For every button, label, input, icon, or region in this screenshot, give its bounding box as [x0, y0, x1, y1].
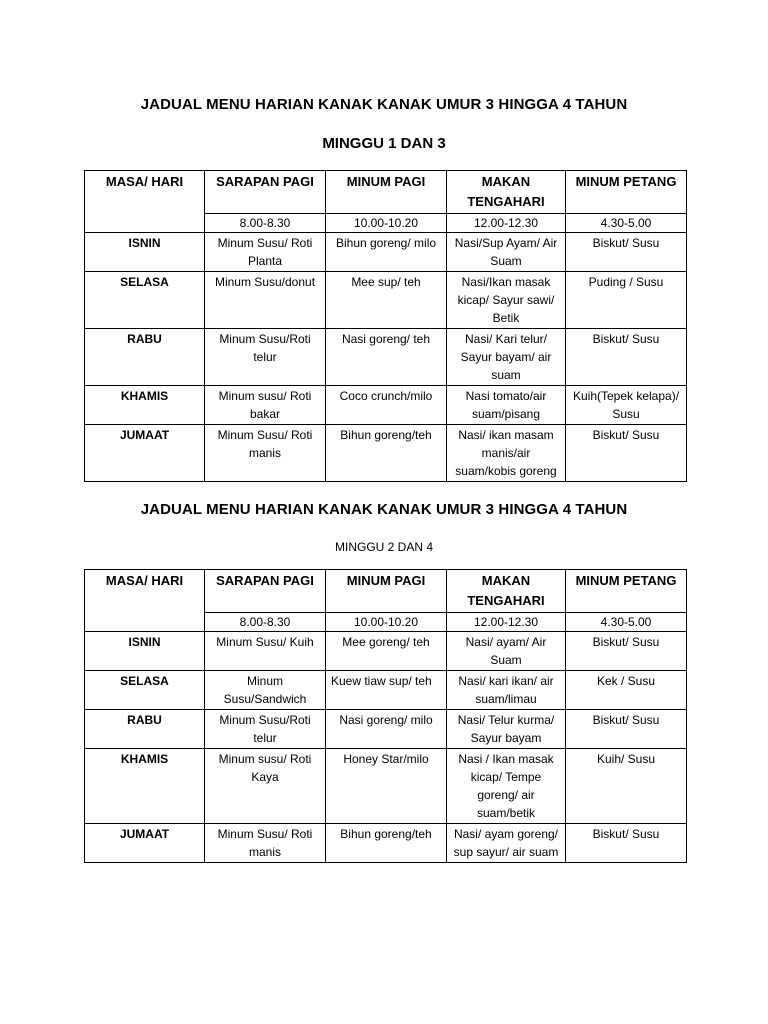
table-cell: Biskut/ Susu — [566, 632, 687, 671]
menu-subtitle-week-1-3: MINGGU 1 DAN 3 — [322, 135, 446, 152]
column-header-masa-hari: MASA/ HARI — [85, 171, 205, 233]
column-header-makan-tengahari: MAKAN TENGAHARI — [447, 171, 566, 214]
time-cell: 10.00-10.20 — [326, 613, 447, 632]
table-cell: Nasi/ ayam/ Air Suam — [447, 632, 566, 671]
time-cell: 8.00-8.30 — [205, 214, 326, 233]
column-header-minum-pagi: MINUM PAGI — [326, 570, 447, 613]
table-cell: Coco crunch/milo — [326, 386, 447, 425]
table-cell: Biskut/ Susu — [566, 425, 687, 482]
time-cell: 12.00-12.30 — [447, 214, 566, 233]
day-cell: RABU — [85, 329, 205, 386]
table-cell: Mee goreng/ teh — [326, 632, 447, 671]
table-cell: Minum Susu/donut — [205, 272, 326, 329]
column-header-sarapan-pagi: SARAPAN PAGI — [205, 570, 326, 613]
table-cell: Kuew tiaw sup/ teh — [326, 671, 447, 710]
table-cell: Nasi tomato/air suam/pisang — [447, 386, 566, 425]
day-cell: RABU — [85, 710, 205, 749]
table-row — [85, 824, 687, 863]
table-row — [85, 233, 687, 272]
table-cell: Kuih/ Susu — [566, 749, 687, 824]
menu-table-week-2-4 — [84, 569, 687, 863]
table-cell: Puding / Susu — [566, 272, 687, 329]
day-cell: KHAMIS — [85, 386, 205, 425]
day-cell: KHAMIS — [85, 749, 205, 824]
table-cell: Nasi/Sup Ayam/ Air Suam — [447, 233, 566, 272]
table-cell: Biskut/ Susu — [566, 824, 687, 863]
table-row — [85, 272, 687, 329]
time-cell: 4.30-5.00 — [566, 613, 687, 632]
table-cell: Minum Susu/ Roti manis — [205, 824, 326, 863]
table-row — [85, 425, 687, 482]
table-cell: Honey Star/milo — [326, 749, 447, 824]
table-cell: Bihun goreng/teh — [326, 425, 447, 482]
table-cell: Bihun goreng/ milo — [326, 233, 447, 272]
table-cell: Biskut/ Susu — [566, 710, 687, 749]
menu-subtitle-week-2-4: MINGGU 2 DAN 4 — [334, 540, 433, 554]
table-row — [85, 710, 687, 749]
menu-table-week-1-3 — [84, 170, 687, 482]
column-header-minum-pagi: MINUM PAGI — [326, 171, 447, 214]
column-header-makan-tengahari: MAKAN TENGAHARI — [447, 570, 566, 613]
table-cell: Minum Susu/Roti telur — [205, 329, 326, 386]
table-cell: Minum Susu/ Roti Planta — [205, 233, 326, 272]
table-cell: Nasi/ ikan masam manis/air suam/kobis goreng — [447, 425, 566, 482]
column-header-masa-hari: MASA/ HARI — [85, 570, 205, 632]
time-cell: 10.00-10.20 — [326, 214, 447, 233]
table-cell: Bihun goreng/teh — [326, 824, 447, 863]
column-header-minum-petang: MINUM PETANG — [566, 570, 687, 613]
day-cell: SELASA — [85, 272, 205, 329]
table-header-row — [85, 171, 687, 214]
table-cell: Minum Susu/ Roti manis — [205, 425, 326, 482]
day-cell: JUMAAT — [85, 425, 205, 482]
day-cell: ISNIN — [85, 233, 205, 272]
table-row — [85, 632, 687, 671]
table-cell: Biskut/ Susu — [566, 233, 687, 272]
table-cell: Minum Susu/Sandwich — [205, 671, 326, 710]
column-header-sarapan-pagi: SARAPAN PAGI — [205, 171, 326, 214]
column-header-minum-petang: MINUM PETANG — [566, 171, 687, 214]
table-cell: Minum Susu/Roti telur — [205, 710, 326, 749]
time-cell: 4.30-5.00 — [566, 214, 687, 233]
table-row — [85, 386, 687, 425]
time-cell: 12.00-12.30 — [447, 613, 566, 632]
time-cell: 8.00-8.30 — [205, 613, 326, 632]
table-row — [85, 671, 687, 710]
day-cell: JUMAAT — [85, 824, 205, 863]
menu-title-week-1-3: JADUAL MENU HARIAN KANAK KANAK UMUR 3 HINGGA 4 TAHUN — [140, 96, 628, 113]
table-cell: Nasi goreng/ milo — [326, 710, 447, 749]
table-header-row — [85, 570, 687, 613]
table-cell: Nasi/ Kari telur/ Sayur bayam/ air suam — [447, 329, 566, 386]
day-cell: SELASA — [85, 671, 205, 710]
table-cell: Biskut/ Susu — [566, 329, 687, 386]
table-cell: Nasi/ ayam goreng/ sup sayur/ air suam — [447, 824, 566, 863]
table-cell: Nasi/ Telur kurma/ Sayur bayam — [447, 710, 566, 749]
table-cell: Nasi/ kari ikan/ air suam/limau — [447, 671, 566, 710]
table-row — [85, 329, 687, 386]
table-cell: Nasi/Ikan masak kicap/ Sayur sawi/ Betik — [447, 272, 566, 329]
menu-title-week-2-4: JADUAL MENU HARIAN KANAK KANAK UMUR 3 HINGGA 4 TAHUN — [140, 501, 628, 518]
table-cell: Mee sup/ teh — [326, 272, 447, 329]
table-cell: Minum Susu/ Kuih — [205, 632, 326, 671]
table-cell: Minum susu/ Roti bakar — [205, 386, 326, 425]
table-cell: Nasi goreng/ teh — [326, 329, 447, 386]
table-cell: Kuih(Tepek kelapa)/ Susu — [566, 386, 687, 425]
table-cell: Kek / Susu — [566, 671, 687, 710]
table-cell: Nasi / Ikan masak kicap/ Tempe goreng/ air suam/betik — [447, 749, 566, 824]
table-cell: Minum susu/ Roti Kaya — [205, 749, 326, 824]
day-cell: ISNIN — [85, 632, 205, 671]
table-row — [85, 749, 687, 824]
